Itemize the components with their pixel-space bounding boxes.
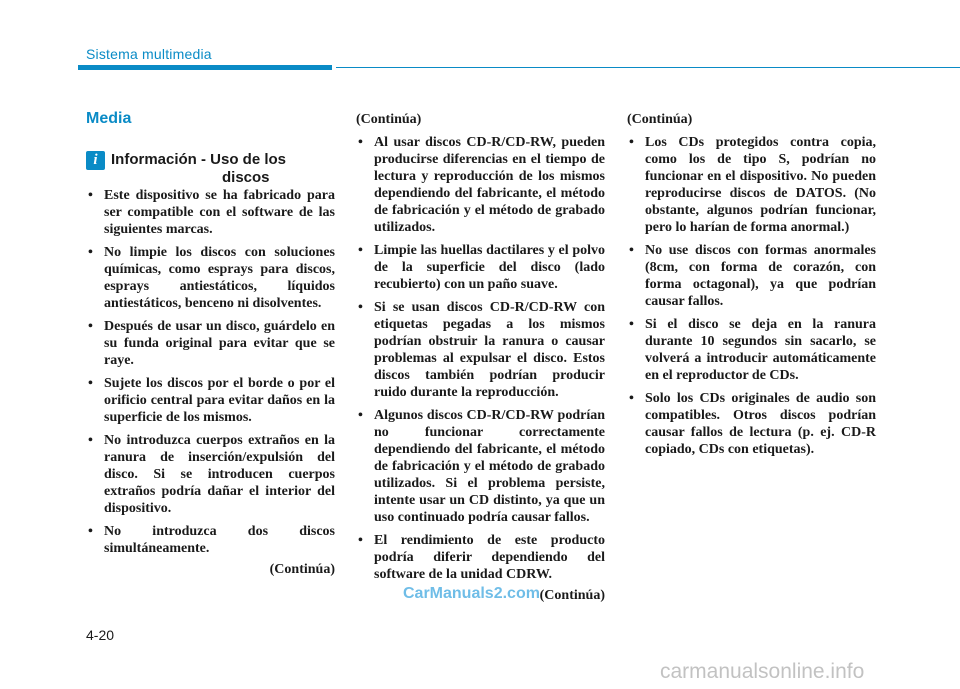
- bullet-icon: •: [358, 135, 363, 150]
- list-item-text: Limpie las huellas dactilares y el polvo de la superficie del disco (lado recubierto) con un paño suave.: [374, 243, 605, 292]
- watermark-corner: carmanualsonline.info: [660, 660, 865, 683]
- bullet-icon: •: [629, 391, 634, 406]
- list-item-text: Este dispositivo se ha fabricado para ser compatible con el software de las siguientes marcas.: [104, 188, 335, 237]
- list-item: [627, 390, 876, 458]
- watermark-center: CarManuals2.com: [403, 585, 540, 602]
- section-header: Sistema multimedia: [86, 46, 212, 62]
- header-rule-thin: [336, 67, 960, 68]
- list-item-text: No introduzca dos discos simultáneamente.: [104, 524, 335, 556]
- list-item: [356, 242, 605, 293]
- info-title-line2: discos: [222, 169, 270, 186]
- bullet-icon: •: [629, 135, 634, 150]
- list-item-text: Si el disco se deja en la ranura durante 10 segundos sin sacarlo, se volverá a introducir automáticamente en el reproductor de CDs.: [645, 317, 876, 383]
- list-item: [86, 523, 335, 557]
- bullet-icon: •: [358, 533, 363, 548]
- bullet-icon: •: [629, 317, 634, 332]
- bullet-icon: •: [88, 319, 93, 334]
- list-item-text: Sujete los discos por el borde o por el orificio central para evitar daños en la superficie de los mismos.: [104, 376, 335, 425]
- list-item: [356, 299, 605, 401]
- list-item: [356, 134, 605, 236]
- text-column-1: [86, 187, 335, 578]
- list-item: [627, 316, 876, 384]
- continued-top-label: (Continúa): [627, 112, 693, 127]
- text-column-2: [356, 111, 605, 604]
- bullet-icon: •: [88, 188, 93, 203]
- bullet-icon: •: [88, 245, 93, 260]
- continued-bottom-label: (Continúa): [539, 588, 605, 603]
- info-title-line1: Información - Uso de los: [111, 151, 287, 168]
- info-icon: i: [86, 151, 105, 170]
- continued-bottom-label: (Continúa): [269, 562, 335, 577]
- list-item: [86, 244, 335, 312]
- list-item-text: Algunos discos CD-R/CD-RW podrían no funcionar correctamente dependiendo del fabricante, el método de fabricación y el método de grabado utilizados. Si el problema persiste, intente usar un CD distinto, ya que un uso continuado podría causar fallos.: [374, 408, 605, 525]
- list-item: [86, 375, 335, 426]
- list-item: [627, 242, 876, 310]
- bullet-icon: •: [88, 524, 93, 539]
- bullet-icon: •: [88, 433, 93, 448]
- list-item: [356, 407, 605, 526]
- list-item-text: No limpie los discos con soluciones químicas, como esprays para discos, esprays antiestáticos, líquidos antiestáticos, benceno ni disolventes.: [104, 245, 335, 311]
- list-item-text: Solo los CDs originales de audio son compatibles. Otros discos podrían causar fallos de lectura (p. ej. CD-R copiado, CDs con etiquetas).: [645, 391, 876, 457]
- bullet-list: [86, 187, 335, 557]
- list-item-text: Al usar discos CD-R/CD-RW, pueden producirse diferencias en el tiempo de lectura y reproducción de los mismos dependiendo del fabricante, el método de fabricación y el método de grabado utilizados.: [374, 135, 605, 235]
- continued-top-label: (Continúa): [356, 112, 422, 127]
- list-item-text: Los CDs protegidos contra copia, como los de tipo S, podrían no funcionar en el dispositivo. No pueden reproducirse discos de DATOS. (No obstante, algunos podrían funcionar, pero lo harían de forma anormal.): [645, 135, 876, 235]
- media-title: Media: [86, 110, 132, 127]
- bullet-list: [356, 134, 605, 583]
- list-item-text: Después de usar un disco, guárdelo en su funda original para evitar que se raye.: [104, 319, 335, 368]
- list-item: [86, 187, 335, 238]
- header-rule-thick: [78, 65, 332, 70]
- bullet-list: [627, 134, 876, 458]
- bullet-icon: •: [629, 243, 634, 258]
- list-item: [627, 134, 876, 236]
- list-item: [86, 432, 335, 517]
- list-item: [356, 532, 605, 583]
- page-number: 4-20: [86, 627, 115, 643]
- bullet-icon: •: [88, 376, 93, 391]
- list-item-text: Si se usan discos CD-R/CD-RW con etiquetas pegadas a los mismos podrían obstruir la ranura o causar problemas al expulsar el disco. Estos discos también podrían producir ruido durante la reproducción.: [374, 300, 605, 400]
- list-item-text: El rendimiento de este producto podría diferir dependiendo del software de la unidad CDRW.: [374, 533, 605, 582]
- list-item-text: No use discos con formas anormales (8cm, con forma de corazón, con forma octagonal), ya que podrían causar fallos.: [645, 243, 876, 309]
- text-column-3: [627, 111, 876, 464]
- list-item: [86, 318, 335, 369]
- info-title: [111, 151, 336, 187]
- bullet-icon: •: [358, 300, 363, 315]
- bullet-icon: •: [358, 408, 363, 423]
- list-item-text: No introduzca cuerpos extraños en la ranura de inserción/expulsión del disco. Si se introducen cuerpos extraños podría dañar el interior del dispositivo.: [104, 433, 335, 516]
- bullet-icon: •: [358, 243, 363, 258]
